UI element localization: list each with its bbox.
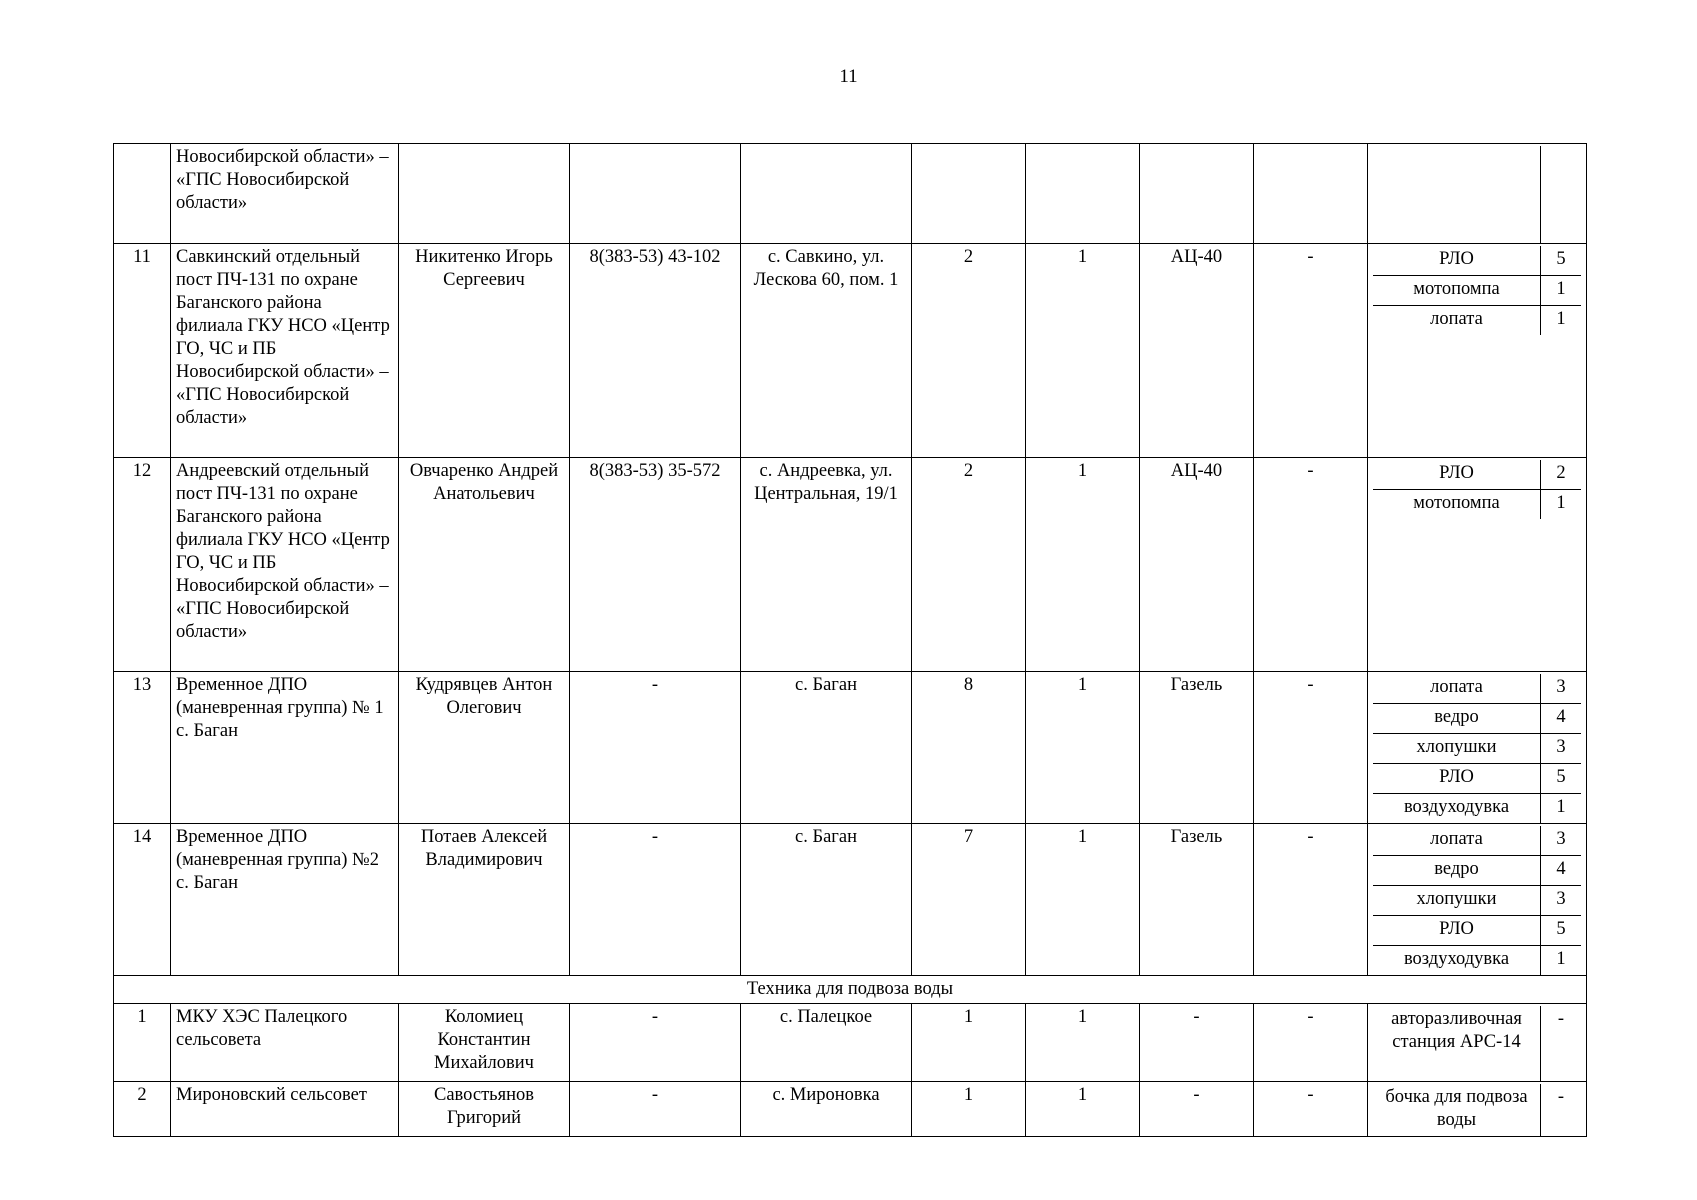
equipment-name: воздуходувка — [1403, 949, 1510, 969]
page-number: 11 — [839, 66, 858, 87]
equipment-cell — [1368, 672, 1587, 824]
table-row — [114, 458, 1587, 672]
equipment-name: мотопомпа — [1373, 276, 1541, 306]
equipment-name: лопата — [1373, 826, 1541, 856]
equipment-item — [1373, 306, 1581, 336]
address-cell: с. Мироновка — [741, 1082, 912, 1137]
organization-cell: МКУ ХЭС Палецкого сельсовета — [171, 1004, 399, 1082]
equipment-quantity: 5 — [1541, 246, 1582, 276]
row-number-cell — [114, 144, 171, 244]
equipment-item — [1373, 794, 1581, 824]
equipment-cell — [1368, 1082, 1587, 1137]
address-cell: с. Палецкое — [741, 1004, 912, 1082]
vehicle-count-cell: 1 — [1026, 244, 1140, 458]
equipment-cell — [1368, 1004, 1587, 1082]
organization-cell: Временное ДПО (маневренная группа) №2 с. Баган — [171, 824, 399, 976]
address-cell: с. Савкино, ул. Лескова 60, пом. 1 — [741, 244, 912, 458]
equipment-quantity: 1 — [1541, 490, 1582, 520]
phone-cell — [570, 144, 741, 244]
responsible-person-cell: Коломиец Константин Михайлович — [399, 1004, 570, 1082]
equipment-name: ведро — [1373, 856, 1541, 886]
equipment-name: мотопомпа — [1413, 493, 1500, 513]
responsible-person-cell — [399, 144, 570, 244]
equipment-item — [1373, 856, 1581, 886]
equipment-list — [1373, 460, 1581, 519]
equipment-name: лопата — [1430, 309, 1483, 329]
responsible-person-cell: Овчаренко Андрей Анатольевич — [399, 458, 570, 672]
equipment-list — [1373, 146, 1581, 243]
vehicle-count-cell: 1 — [1026, 458, 1140, 672]
row-number-cell: 14 — [114, 824, 171, 976]
row-number-cell: 2 — [114, 1082, 171, 1137]
equipment-list — [1373, 674, 1581, 823]
equipment-quantity: 3 — [1541, 674, 1582, 704]
row-number-cell: 13 — [114, 672, 171, 824]
equipment-item — [1373, 764, 1581, 794]
equipment-item — [1373, 946, 1581, 976]
table-row — [114, 144, 1587, 244]
equipment-quantity: 1 — [1541, 276, 1582, 306]
organization-cell: Новосибирской области» – «ГПС Новосибирской области» — [171, 144, 399, 244]
phone-cell: - — [570, 1082, 741, 1137]
responsible-person-cell: Савостьянов Григорий — [399, 1082, 570, 1137]
table-row — [114, 1004, 1587, 1082]
organization-cell: Савкинский отдельный пост ПЧ-131 по охране Баганского района филиала ГКУ НСО «Центр ГО, ЧС и ПБ Новосибирской области» – «ГПС Новосибирской области» — [171, 244, 399, 458]
equipment-quantity: 1 — [1541, 946, 1582, 976]
equipment-quantity — [1541, 146, 1582, 243]
personnel-count-cell: 8 — [912, 672, 1026, 824]
section-title: Техника для подвоза воды — [114, 976, 1587, 1004]
vehicle-count-cell — [1026, 144, 1140, 244]
phone-cell: 8(383-53) 43-102 — [570, 244, 741, 458]
table-row — [114, 1082, 1587, 1137]
equipment-name: РЛО — [1373, 460, 1541, 490]
equipment-quantity: - — [1541, 1006, 1582, 1081]
equipment-name: РЛО — [1373, 916, 1541, 946]
equipment-quantity: 1 — [1541, 794, 1582, 824]
vehicle-type-cell: - — [1140, 1004, 1254, 1082]
organization-cell: Мироновский сельсовет — [171, 1082, 399, 1137]
personnel-count-cell: 7 — [912, 824, 1026, 976]
responsible-person-cell: Кудрявцев Антон Олегович — [399, 672, 570, 824]
equipment-quantity: 1 — [1541, 306, 1582, 336]
equipment-quantity: 3 — [1541, 734, 1582, 764]
vehicle-count-cell: 1 — [1026, 672, 1140, 824]
equipment-name: авторазливочная станция АРС-14 — [1391, 1009, 1522, 1052]
equipment-name: лопата — [1373, 674, 1541, 704]
personnel-count-cell: 2 — [912, 244, 1026, 458]
row-number-cell: 11 — [114, 244, 171, 458]
personnel-count-cell: 1 — [912, 1004, 1026, 1082]
row-number-cell: 1 — [114, 1004, 171, 1082]
personnel-count-cell: 2 — [912, 458, 1026, 672]
table-row — [114, 672, 1587, 824]
equipment-name: РЛО — [1373, 246, 1541, 276]
phone-cell: - — [570, 824, 741, 976]
personnel-count-cell: 1 — [912, 1082, 1026, 1137]
row-number-cell: 12 — [114, 458, 171, 672]
vehicle-count-cell: 1 — [1026, 1004, 1140, 1082]
equipment-name — [1373, 146, 1541, 243]
vehicle-type-cell: Газель — [1140, 672, 1254, 824]
equipment-list — [1373, 826, 1581, 975]
equipment-quantity: 5 — [1541, 916, 1582, 946]
equipment-list — [1373, 1006, 1581, 1081]
table-row — [114, 244, 1587, 458]
other-vehicle-cell: - — [1254, 1082, 1368, 1137]
vehicle-count-cell: 1 — [1026, 824, 1140, 976]
equipment-name: ведро — [1373, 704, 1541, 734]
equipment-item — [1373, 704, 1581, 734]
responsible-person-cell: Никитенко Игорь Сергеевич — [399, 244, 570, 458]
vehicle-type-cell: АЦ-40 — [1140, 458, 1254, 672]
equipment-name: воздуходувка — [1403, 797, 1510, 817]
phone-cell: 8(383-53) 35-572 — [570, 458, 741, 672]
vehicle-type-cell: АЦ-40 — [1140, 244, 1254, 458]
equipment-cell — [1368, 458, 1587, 672]
table-body — [114, 144, 1587, 1137]
equipment-quantity: - — [1541, 1084, 1582, 1136]
equipment-item — [1373, 146, 1581, 243]
equipment-item — [1373, 276, 1581, 306]
equipment-item — [1373, 826, 1581, 856]
equipment-name: РЛО — [1373, 764, 1541, 794]
personnel-count-cell — [912, 144, 1026, 244]
equipment-cell — [1368, 824, 1587, 976]
other-vehicle-cell: - — [1254, 1004, 1368, 1082]
table-row — [114, 824, 1587, 976]
phone-cell: - — [570, 672, 741, 824]
equipment-quantity: 5 — [1541, 764, 1582, 794]
organization-cell: Андреевский отдельный пост ПЧ-131 по охране Баганского района филиала ГКУ НСО «Центр ГО, ЧС и ПБ Новосибирской области» – «ГПС Новосибирской области» — [171, 458, 399, 672]
organization-cell: Временное ДПО (маневренная группа) № 1 с. Баган — [171, 672, 399, 824]
vehicle-type-cell — [1140, 144, 1254, 244]
address-cell: с. Баган — [741, 824, 912, 976]
other-vehicle-cell: - — [1254, 244, 1368, 458]
address-cell: с. Андреевка, ул. Центральная, 19/1 — [741, 458, 912, 672]
equipment-item — [1373, 1006, 1581, 1081]
equipment-cell — [1368, 244, 1587, 458]
equipment-item — [1373, 916, 1581, 946]
equipment-item — [1373, 886, 1581, 916]
equipment-item — [1373, 674, 1581, 704]
address-cell — [741, 144, 912, 244]
equipment-name: бочка для подвоза воды — [1385, 1087, 1528, 1130]
vehicle-type-cell: - — [1140, 1082, 1254, 1137]
other-vehicle-cell: - — [1254, 458, 1368, 672]
equipment-quantity: 4 — [1541, 704, 1582, 734]
equipment-item — [1373, 490, 1581, 520]
equipment-quantity: 3 — [1541, 826, 1582, 856]
other-vehicle-cell — [1254, 144, 1368, 244]
equipment-name: хлопушки — [1373, 734, 1541, 764]
address-cell: с. Баган — [741, 672, 912, 824]
equipment-quantity: 2 — [1541, 460, 1582, 490]
section-row — [114, 976, 1587, 1004]
equipment-cell — [1368, 144, 1587, 244]
equipment-item — [1373, 734, 1581, 764]
equipment-list — [1373, 246, 1581, 335]
vehicle-type-cell: Газель — [1140, 824, 1254, 976]
equipment-item — [1373, 246, 1581, 276]
vehicle-count-cell: 1 — [1026, 1082, 1140, 1137]
other-vehicle-cell: - — [1254, 672, 1368, 824]
equipment-item — [1373, 460, 1581, 490]
phone-cell: - — [570, 1004, 741, 1082]
equipment-quantity: 4 — [1541, 856, 1582, 886]
equipment-list — [1373, 1084, 1581, 1136]
responsible-person-cell: Потаев Алексей Владимирович — [399, 824, 570, 976]
equipment-name: хлопушки — [1373, 886, 1541, 916]
resources-table — [113, 143, 1587, 1137]
equipment-quantity: 3 — [1541, 886, 1582, 916]
equipment-item — [1373, 1084, 1581, 1136]
other-vehicle-cell: - — [1254, 824, 1368, 976]
